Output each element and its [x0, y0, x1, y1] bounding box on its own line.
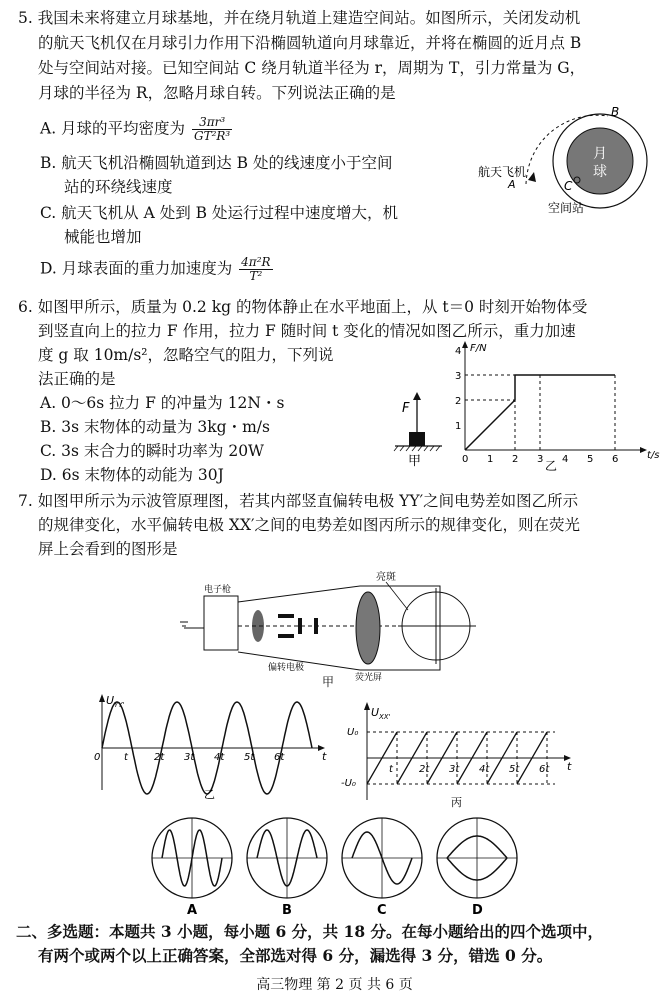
- yi-u-label: U: [106, 694, 115, 707]
- q6-option-c: C. 3s 末合力的瞬时功率为 20W: [40, 442, 264, 460]
- bing-t-label: t: [567, 760, 572, 773]
- force-arrow-head: [413, 392, 421, 400]
- gun-housing: [204, 596, 238, 650]
- bing-neg-u0-label: -U₀: [341, 778, 356, 789]
- y-tick-label: 3: [455, 371, 462, 382]
- ground-hatch: [394, 446, 440, 451]
- moon-label: 月: [593, 146, 607, 162]
- y-axis-label: F/N: [470, 343, 487, 354]
- yi-tick-labels: [94, 752, 285, 763]
- bing-tick-label: 3t: [449, 764, 460, 775]
- q5-line-4: 月球的半径为 R，忽略月球自转。下列说法正确的是: [38, 84, 396, 102]
- y-tick-label: 4: [455, 346, 462, 357]
- point-c-label: C: [564, 179, 573, 193]
- y-axis-arrow: [462, 341, 468, 348]
- bing-y-arrow: [364, 702, 370, 710]
- bing-u-label: U: [371, 706, 380, 719]
- q5-line-1: 5. 我国未来将建立月球基地，并在绕月轨道上建造空间站。如图所示，关闭发动机: [18, 9, 581, 27]
- yi-tick-label: 0: [94, 752, 101, 763]
- bing-tick-label: 2t: [419, 764, 430, 775]
- moon-label-2: 球: [593, 164, 607, 180]
- block: [409, 432, 425, 446]
- q7-choices: [150, 812, 530, 917]
- q5-option-d-text: D. 月球表面的重力加速度为: [40, 259, 233, 278]
- q6-line-1: 6. 如图甲所示，质量为 0.2 kg 的物体静止在水平地面上，从 t＝0 时刻开始物体受: [18, 298, 588, 316]
- q6-ft-chart: [450, 340, 660, 475]
- bing-tick-labels: [389, 764, 550, 775]
- q6-figure-jia: [390, 390, 450, 470]
- tube-outline: [238, 586, 440, 670]
- spot-label: 亮斑: [376, 572, 396, 583]
- q6-line-3: 度 g 取 10m/s²，忽略空气的阻力，下列说: [38, 346, 334, 364]
- choice-label: D: [472, 903, 483, 918]
- q5-option-b-line-2: 站的环绕线速度: [64, 178, 173, 196]
- q5-option-a-num: 3πr³: [192, 116, 232, 130]
- x-tick-label: 3: [537, 454, 544, 465]
- x-tick-label: 4: [562, 454, 569, 465]
- q5-line-3: 处与空间站对接。已知空间站 C 绕月轨道半径为 r，周期为 T，引力常量为 G，: [38, 59, 586, 77]
- yy-plate-top: [278, 614, 294, 618]
- q6-option-a: A. 0～6s 拉力 F 的冲量为 12N・s: [40, 394, 285, 412]
- gun-label: 电子枪: [204, 585, 232, 595]
- yi-t-label: t: [322, 750, 327, 763]
- x-tick-label: 2: [512, 454, 519, 465]
- q6-option-b: B. 3s 末物体的动量为 3kg・m/s: [40, 418, 270, 436]
- bing-tick-label: t: [389, 764, 393, 775]
- q6-option-d: D. 6s 末物体的动能为 30J: [40, 466, 224, 484]
- x-tick-label: 0: [462, 454, 469, 465]
- x-axis-label: t/s: [647, 450, 660, 461]
- q5-option-a-text: A. 月球的平均密度为: [40, 119, 186, 138]
- yi-tick-label: 3t: [184, 752, 195, 763]
- q7-line-1: 7. 如图甲所示为示波管原理图，若其内部竖直偏转电极 YY′之间电势差如图乙所示: [18, 492, 579, 510]
- x-tick-label: 5: [587, 454, 594, 465]
- yi-label: 乙: [204, 788, 215, 801]
- bing-tick-label: 6t: [539, 764, 550, 775]
- q5-option-a: [40, 116, 234, 143]
- x-axis-arrow: [640, 447, 647, 453]
- jia-label: 甲: [408, 454, 422, 469]
- q5-option-d: [40, 256, 275, 283]
- x-tick-label: 1: [487, 454, 494, 465]
- q5-option-b-line-1: B. 航天飞机沿椭圆轨道到达 B 处的线速度小于空间: [40, 154, 393, 172]
- yi-label: 乙: [545, 459, 558, 473]
- shuttle-label: 航天飞机: [478, 165, 527, 179]
- q5-line-2: 的航天飞机仅在月球引力作用下沿椭圆轨道向月球靠近，并将在椭圆的近月点 B: [38, 34, 582, 52]
- electrode-label: 偏转电极: [268, 663, 305, 673]
- bing-tick-label: 4t: [479, 764, 490, 775]
- yi-tick-label: 5t: [244, 752, 255, 763]
- page-footer: 高三物理 第 2 页 共 6 页: [256, 977, 413, 993]
- choice-label: B: [282, 903, 292, 918]
- q7-oscilloscope-figure: [180, 566, 480, 686]
- q5-option-c-line-1: C. 航天飞机从 A 处到 B 处运行过程中速度增大，机: [40, 204, 398, 222]
- q5-option-d-num: 4π²R: [241, 255, 271, 269]
- yy-plate-bottom: [278, 634, 294, 638]
- yi-tick-label: 6t: [274, 752, 285, 763]
- section-2-line-2: 有两个或两个以上正确答案，全部选对得 6 分，漏选得 3 分，错选 0 分。: [38, 946, 553, 965]
- bing-u0-label: U₀: [347, 727, 359, 738]
- q5-option-a-den: GT²R³: [194, 129, 231, 143]
- bing-tick-label: 5t: [509, 764, 520, 775]
- yi-y-arrow: [99, 694, 105, 702]
- choice-a[interactable]: [152, 818, 232, 918]
- q5-option-a-fraction: [192, 116, 232, 143]
- force-label: F: [402, 401, 410, 416]
- station-label: 空间站: [548, 201, 585, 215]
- choice-b[interactable]: [247, 818, 327, 918]
- q6-line-2: 到竖直向上的拉力 F 作用，拉力 F 随时间 t 变化的情况如图乙所示，重力加速: [38, 322, 576, 340]
- q5-option-d-den: T²: [249, 269, 263, 283]
- point-a-label: A: [508, 178, 516, 191]
- y-tick-label: 1: [455, 421, 462, 432]
- bing-label: 丙: [451, 796, 462, 809]
- q6-line-4: 法正确的是: [38, 370, 116, 388]
- screen-label: 荧光屏: [355, 673, 383, 683]
- y-tick-label: 2: [455, 396, 462, 407]
- q7-line-2: 的规律变化，水平偏转电极 XX′之间的电势差如图丙所示的规律变化，则在荧光: [38, 516, 581, 534]
- choice-label: A: [187, 903, 198, 918]
- q5-option-d-fraction: [239, 256, 272, 283]
- q5-orbit-figure: [468, 105, 658, 218]
- yi-tick-label: 4t: [214, 752, 225, 763]
- point-b-label: B: [611, 105, 620, 119]
- section-2-line-1: 二、多选题：本题共 3 小题，每小题 6 分，共 18 分。在每小题给出的四个选项中，: [16, 922, 604, 941]
- choices-svg: [150, 812, 530, 917]
- choice-d[interactable]: [437, 818, 517, 918]
- x-tick-label: 6: [612, 454, 619, 465]
- screen: [356, 592, 380, 664]
- choice-c[interactable]: [342, 818, 422, 918]
- yi-tick-label: t: [124, 752, 128, 763]
- bing-u-sub: XX': [379, 713, 391, 721]
- choice-label: C: [377, 903, 387, 918]
- q7-figure-bing: [341, 700, 580, 810]
- q7-line-3: 屏上会看到的图形是: [38, 540, 178, 558]
- q5-option-c-line-2: 械能也增加: [64, 228, 142, 246]
- q7-figure-yi: [88, 690, 328, 800]
- chart-marks: [455, 346, 618, 465]
- yi-u-sub: YY': [114, 701, 125, 709]
- q7-jia-label: 甲: [322, 675, 335, 689]
- yi-tick-label: 2t: [154, 752, 165, 763]
- shuttle-marker: [528, 172, 536, 182]
